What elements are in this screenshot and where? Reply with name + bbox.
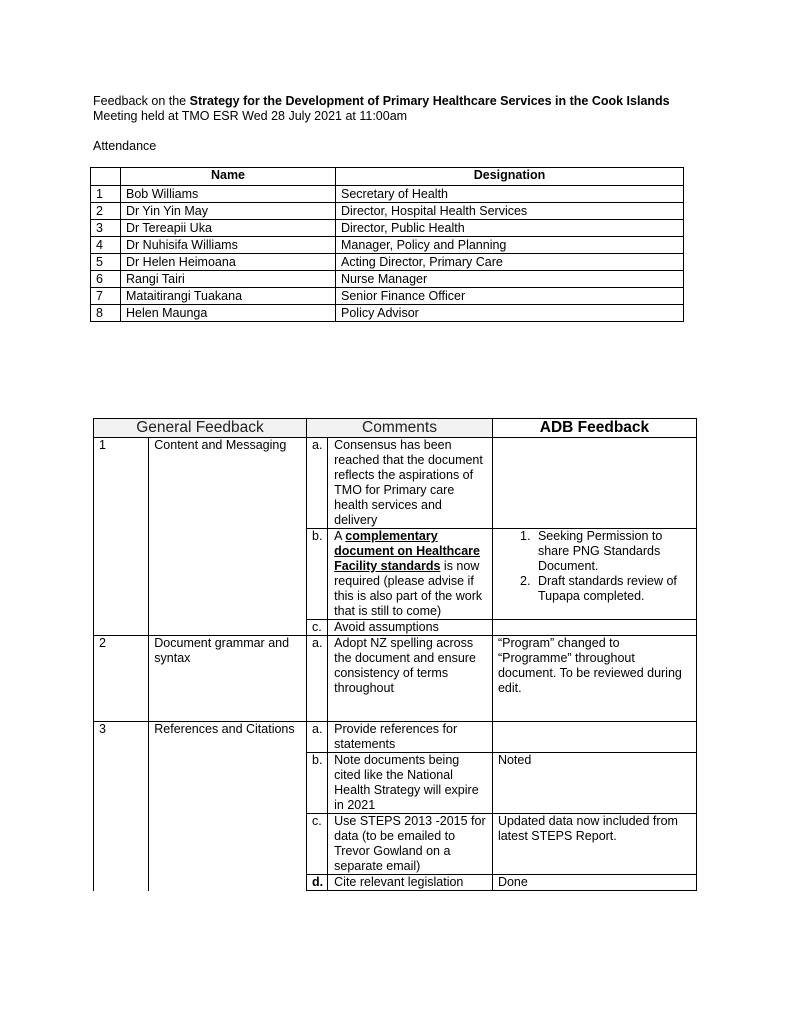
document-title: Strategy for the Development of Primary Healthcare Services in the Cook Islands [189, 94, 670, 108]
fb-item-letter: c. [307, 814, 328, 875]
fb-adb-response: Done [492, 875, 696, 891]
att-name: Dr Tereapii Uka [121, 220, 336, 237]
att-designation: Director, Public Health [336, 220, 684, 237]
att-designation: Nurse Manager [336, 271, 684, 288]
att-name: Dr Helen Heimoana [121, 254, 336, 271]
att-num: 8 [91, 305, 121, 322]
table-row [91, 203, 684, 220]
fb-section-num: 3 [94, 722, 149, 891]
fb-col-general: General Feedback [94, 419, 307, 438]
fb-item-letter: d. [307, 875, 328, 891]
att-num: 6 [91, 271, 121, 288]
table-row [91, 220, 684, 237]
fb-section-topic: References and Citations [149, 722, 307, 891]
table-row [91, 288, 684, 305]
fb-section-topic: Document grammar and syntax [149, 636, 307, 722]
fb-adb-response: Updated data now included from latest STEPS Report. [492, 814, 696, 875]
fb-comment-emphasis: complementary document on Healthcare Facility standards [334, 529, 481, 573]
att-num: 2 [91, 203, 121, 220]
list-item: 2. Draft standards review of Tupapa completed. [534, 574, 691, 604]
att-designation: Director, Hospital Health Services [336, 203, 684, 220]
table-row [94, 722, 697, 753]
table-row [94, 636, 697, 722]
adb-list [498, 529, 691, 604]
att-designation: Acting Director, Primary Care [336, 254, 684, 271]
att-num: 3 [91, 220, 121, 237]
att-num: 5 [91, 254, 121, 271]
fb-adb-response [492, 620, 696, 636]
fb-comment: Adopt NZ spelling across the document and ensure consistency of terms throughout [328, 636, 493, 722]
att-name: Dr Yin Yin May [121, 203, 336, 220]
list-item: 1. Seeking Permission to share PNG Standards Document. [534, 529, 691, 574]
att-col-name: Name [121, 168, 336, 186]
fb-item-letter: b. [307, 753, 328, 814]
fb-item-letter: c. [307, 620, 328, 636]
fb-comment: Provide references for statements [328, 722, 493, 753]
fb-comment: Avoid assumptions [328, 620, 493, 636]
att-name: Mataitirangi Tuakana [121, 288, 336, 305]
fb-section-topic: Content and Messaging [149, 438, 307, 636]
fb-adb-response: “Program” changed to “Programme” throughout document. To be reviewed during edit. [492, 636, 696, 722]
attendance-label: Attendance [93, 139, 157, 153]
att-name: Bob Williams [121, 186, 336, 203]
att-designation: Policy Advisor [336, 305, 684, 322]
fb-item-letter: b. [307, 529, 328, 620]
att-designation: Senior Finance Officer [336, 288, 684, 305]
att-col-designation: Designation [336, 168, 684, 186]
fb-comment-post: is now required (please advise if this is also part of the work that is still to come) [334, 559, 483, 618]
table-row [94, 438, 697, 529]
fb-adb-response [492, 529, 696, 620]
fb-comment: Cite relevant legislation [328, 875, 493, 891]
att-col-num [91, 168, 121, 186]
attendance-table [90, 167, 684, 322]
fb-item-letter: a. [307, 636, 328, 722]
fb-section-num: 2 [94, 636, 149, 722]
att-name: Rangi Tairi [121, 271, 336, 288]
att-num: 4 [91, 237, 121, 254]
fb-comment [328, 529, 493, 620]
header-title-line [93, 94, 670, 109]
fb-comment: Note documents being cited like the National Health Strategy will expire in 2021 [328, 753, 493, 814]
fb-section-num: 1 [94, 438, 149, 636]
att-num: 7 [91, 288, 121, 305]
table-row [91, 186, 684, 203]
att-name: Dr Nuhisifa Williams [121, 237, 336, 254]
document-header [93, 94, 670, 124]
att-num: 1 [91, 186, 121, 203]
att-designation: Secretary of Health [336, 186, 684, 203]
meeting-info: Meeting held at TMO ESR Wed 28 July 2021 at 11:00am [93, 109, 408, 123]
fb-adb-response: Noted [492, 753, 696, 814]
fb-comment: Use STEPS 2013 -2015 for data (to be emailed to Trevor Gowland on a separate email) [328, 814, 493, 875]
fb-adb-response [492, 722, 696, 753]
att-designation: Manager, Policy and Planning [336, 237, 684, 254]
header-prefix: Feedback on the [93, 94, 190, 108]
fb-comment-pre: A [334, 529, 346, 543]
fb-col-adb: ADB Feedback [492, 419, 696, 438]
table-row [91, 305, 684, 322]
fb-item-letter: a. [307, 438, 328, 529]
table-row [91, 254, 684, 271]
feedback-table [93, 418, 697, 891]
table-row [91, 271, 684, 288]
fb-adb-response [492, 438, 696, 529]
att-name: Helen Maunga [121, 305, 336, 322]
fb-item-letter: a. [307, 722, 328, 753]
fb-col-comments: Comments [307, 419, 493, 438]
table-row [91, 237, 684, 254]
fb-comment: Consensus has been reached that the document reflects the aspirations of TMO for Primary care health services and delivery [328, 438, 493, 529]
